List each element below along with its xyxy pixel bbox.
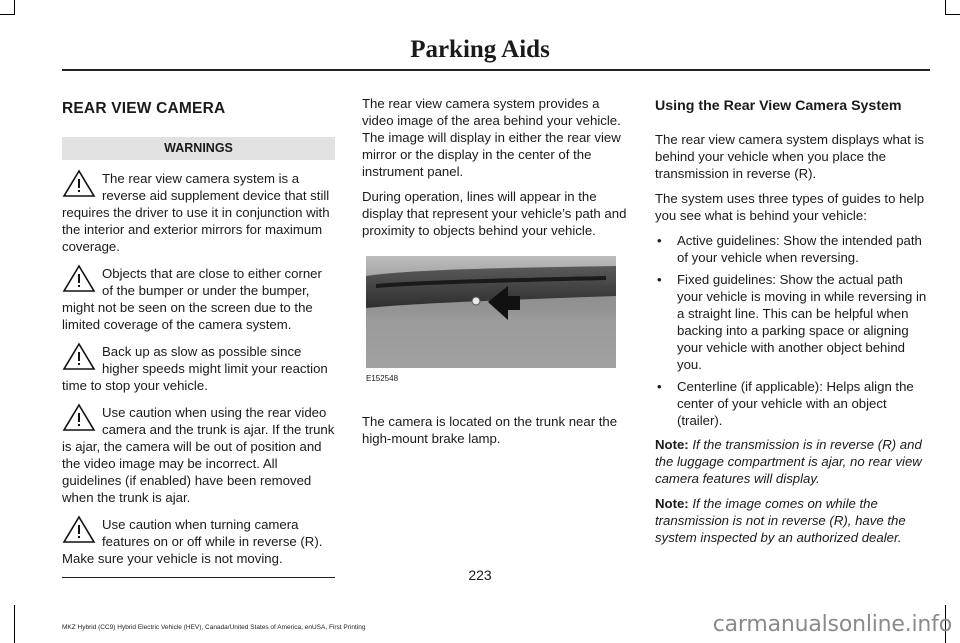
warning-item [62, 343, 335, 394]
crop-mark [0, 14, 15, 15]
warning-triangle-icon [62, 264, 96, 294]
footer-text: MKZ Hybrid (CC9) Hybrid Electric Vehicle (HEV), Canada/United States of America, enUSA, First Printing [62, 624, 366, 631]
warning-text: Back up as slow as possible since higher speeds might limit your reaction time to stop your vehicle. [62, 344, 328, 393]
camera-location-illustration [366, 256, 616, 368]
warning-text: Use caution when using the rear video camera and the trunk is ajar. If the trunk is ajar, the camera will be out of position and the video image may be incorrect. All guidelines (if enabled) have been removed when the trunk is ajar. [62, 405, 335, 505]
warning-item [62, 170, 335, 255]
subsection-title: Using the Rear View Camera System [655, 98, 902, 114]
intro-paragraph: The rear view camera system provides a video image of the area behind your vehicle. The image will display in either the rear view mirror or the display in the center of the instrument panel. [362, 96, 621, 179]
camera-location-text: The camera is located on the trunk near the high-mount brake lamp. [362, 414, 618, 446]
warning-item [62, 265, 335, 333]
body-paragraph: The rear view camera system displays what is behind your vehicle when you place the transmission in reverse (R). [655, 132, 924, 181]
trunk-illustration [366, 256, 616, 368]
list-item: • Centerline (if applicable): Helps align the center of your vehicle with an object (trailer). [657, 379, 914, 428]
bullet: • [657, 233, 662, 248]
crop-mark [14, 605, 15, 643]
warnings-heading: WARNINGS [62, 137, 335, 160]
list-item: • Active guidelines: Show the intended path of your vehicle when reversing. [657, 233, 922, 265]
page-number: 223 [468, 567, 492, 583]
column-left [62, 95, 335, 578]
section-title: REAR VIEW CAMERA [62, 100, 226, 117]
watermark: carmanualsonline.info [712, 612, 952, 637]
crop-mark [14, 0, 15, 15]
note: Note: If the image comes on while the transmission is not in reverse (R), have the system inspected by an authorized dealer. [655, 496, 906, 545]
warning-text: The rear view camera system is a reverse aid supplement device that still requires the driver to use it in conjunction with the interior and exterior mirrors for maximum coverage. [62, 171, 330, 254]
bullet: • [657, 272, 662, 287]
warning-triangle-icon [62, 342, 96, 372]
page-header-title: Parking Aids [410, 36, 550, 63]
header-divider [62, 69, 930, 71]
crop-mark [945, 14, 960, 15]
column-middle [362, 95, 632, 455]
warning-item [62, 516, 335, 567]
intro-paragraph: During operation, lines will appear in the display that represent your vehicle’s path and proximity to objects behind your vehicle. [362, 189, 627, 238]
warning-text: Use caution when turning camera features on or off while in reverse (R). Make sure your vehicle is not moving. [62, 517, 323, 566]
warning-triangle-icon [62, 403, 96, 433]
crop-mark [945, 0, 946, 15]
warnings-box [62, 137, 335, 578]
warning-text: Objects that are close to either corner of the bumper or under the bumper, might not be seen on the screen due to the limited coverage of the camera system. [62, 266, 322, 332]
list-item: • Fixed guidelines: Show the actual path your vehicle is moving in while reversing in a straight line. This can be helpful when backing into a parking space or aligning your vehicle with another object behind you. [657, 272, 927, 372]
bullet: • [657, 379, 662, 394]
column-right [655, 95, 930, 554]
body-paragraph: The system uses three types of guides to help you see what is behind your vehicle: [655, 191, 925, 223]
warning-triangle-icon [62, 515, 96, 545]
figure-code: E152548 [366, 374, 399, 383]
guide-types-list [655, 232, 930, 429]
warning-triangle-icon [62, 169, 96, 199]
note: Note: If the transmission is in reverse (R) and the luggage compartment is ajar, no rear view camera features will display. [655, 437, 922, 486]
warning-item [62, 404, 335, 506]
